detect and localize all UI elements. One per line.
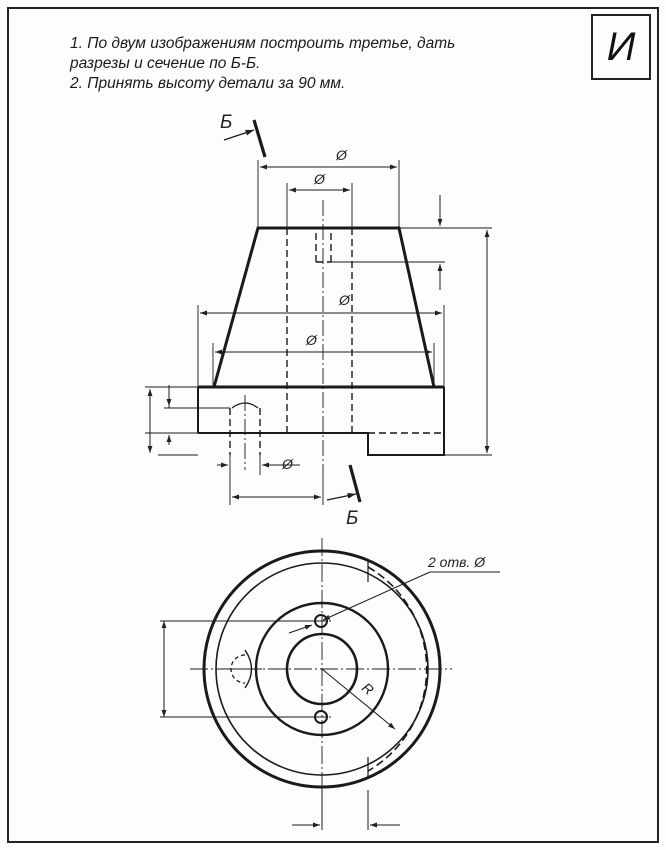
- base-outline: [198, 387, 444, 455]
- top-view: [160, 538, 500, 830]
- variant-box: [591, 14, 651, 80]
- dim-label-top-outer: Ø: [336, 147, 347, 163]
- dim-label-base-hole: Ø: [282, 456, 293, 472]
- section-mark-bottom: [350, 465, 360, 502]
- task-text: [70, 34, 570, 94]
- section-mark-top: [254, 120, 265, 157]
- dim-label-lower: Ø: [306, 332, 317, 348]
- task-line-3: 2. Принять высоту детали за 90 мм.: [70, 75, 346, 92]
- dim-label-middle: Ø: [339, 292, 350, 308]
- sheet-frame: [8, 8, 658, 842]
- dimension-lines: [150, 167, 487, 497]
- radius-label: R: [358, 679, 377, 699]
- task-line-2: разрезы и сечение по Б-Б.: [70, 55, 261, 72]
- holes-note: 2 отв. Ø: [428, 554, 486, 570]
- dim-label-top-inner: Ø: [314, 171, 325, 187]
- top-view-dimensions: [160, 572, 500, 830]
- cone-outline: [214, 228, 434, 387]
- section-label-top: Б: [220, 112, 233, 133]
- task-line-1: 1. По двум изображениям построить третье, дать: [70, 35, 456, 52]
- variant-letter: И: [606, 24, 636, 69]
- section-label-bottom: Б: [346, 508, 359, 529]
